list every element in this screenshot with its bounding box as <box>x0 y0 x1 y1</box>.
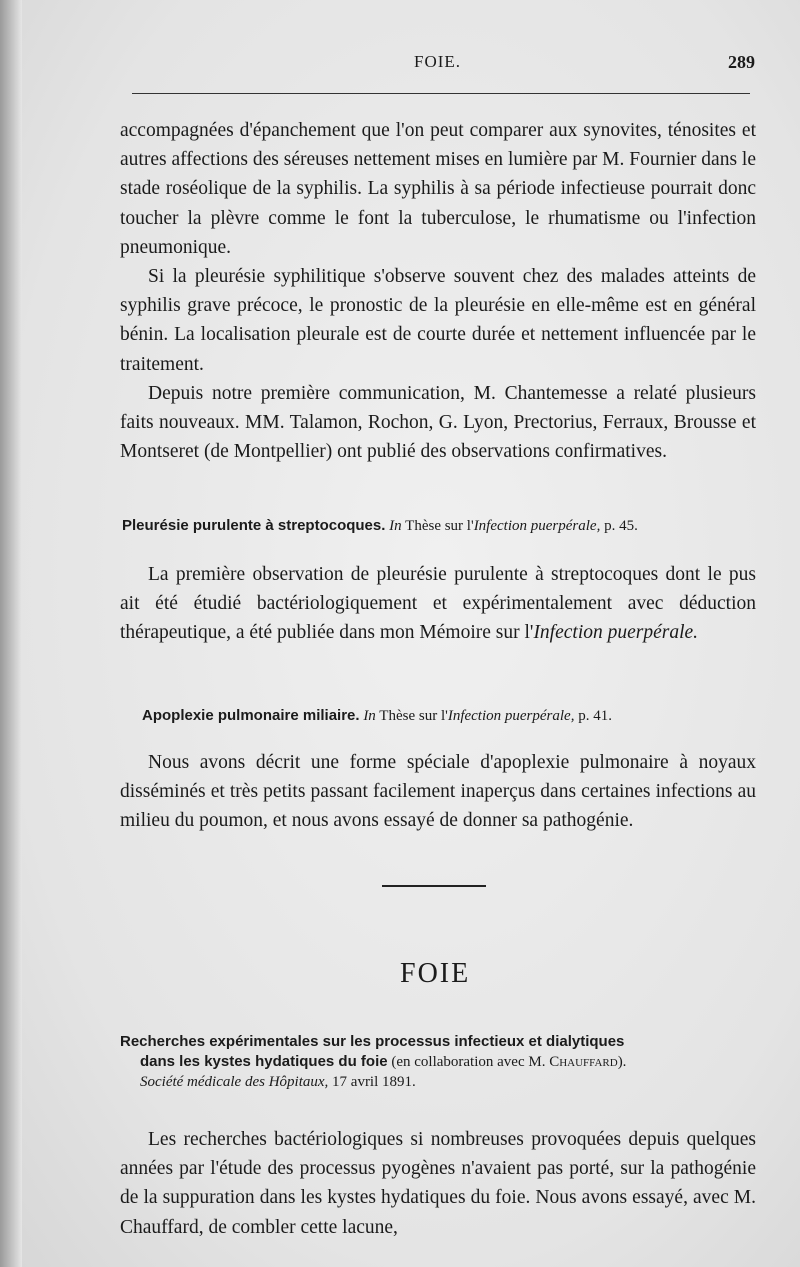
section-heading-apoplexie <box>142 706 782 726</box>
heading-line-3 <box>120 1072 760 1092</box>
paragraph: Depuis notre première communication, M. Chantemesse a relaté plusieurs faits nouveaux. MM. Talamon, Rochon, G. Lyon, Prectorius, Ferraux, Brousse et Montseret (de Montpellier) ont publié des observations confirmatives. <box>120 382 756 463</box>
page-number: 289 <box>728 52 755 72</box>
section-title-foie: FOIE <box>400 958 471 989</box>
header-rule <box>132 93 750 94</box>
section-heading-ref: Thèse sur l' <box>405 518 474 534</box>
text-block-apoplexie <box>120 748 756 836</box>
heading-collab-name: Chauffard <box>549 1054 618 1070</box>
paragraph: Nous avons décrit une forme spéciale d'apoplexie pulmonaire à noyaux disséminés et très petits passant facilement inaperçus dans certaines infections au milieu du poumon, et nous avons essayé de donner sa pathogénie. <box>120 752 756 832</box>
heading-collab: (en collaboration avec M. <box>387 1054 550 1070</box>
heading-collab-end: ). <box>617 1054 627 1070</box>
running-head-title: FOIE. <box>414 52 462 71</box>
paragraph-text: La première observation de pleurésie purulente à streptocoques dont le pus ait été étudié bactériologiquement et expérimentalement avec déduction thérapeutique, a été publiée dans mon Mémoire sur l' <box>120 564 756 644</box>
section-heading-title: Apoplexie pulmonaire miliaire. <box>142 707 360 724</box>
section-heading-ref-page: p. 41. <box>574 708 612 724</box>
heading-date: 17 avril 1891. <box>328 1074 416 1090</box>
section-heading-pleuresie-purulente <box>122 516 762 536</box>
heading-line-2 <box>120 1052 760 1072</box>
section-heading-ref-italic: Infection puerpérale, <box>447 708 575 724</box>
paragraph-italic: Infection puerpérale. <box>533 622 699 644</box>
running-head <box>0 52 800 76</box>
section-heading-ref-italic: Infection puerpérale, <box>473 518 601 534</box>
paragraph: Les recherches bactériologiques si nombreuses provoquées depuis quelques années par l'étude des processus pyogènes n'avaient pas porté, sur la pathogénie de la suppuration dans les kystes hydatiques du foie. Nous avons essayé, avec M. Chauffard, de combler cette lacune, <box>120 1129 756 1238</box>
heading-title-part: dans les kystes hydatiques du foie <box>140 1053 388 1070</box>
section-heading-in: In <box>389 518 402 534</box>
heading-source: Société médicale des Hôpitaux, <box>140 1074 329 1090</box>
paragraph: accompagnées d'épanchement que l'on peut comparer aux synovites, ténosites et autres affections des séreuses nettement mises en lumière par M. Fournier dans le stade roséolique de la syphilis. La syphilis à sa période infectieuse pourrait donc toucher la plèvre comme le font la tuberculose, le rhumatisme ou l'infection pneumonique. <box>120 120 756 258</box>
page-edge-shadow <box>0 0 22 1267</box>
paragraph: Si la pleurésie syphilitique s'observe souvent chez des malades atteints de syphilis grave précoce, le pronostic de la pleurésie en elle-même est en général bénin. La localisation pleurale est de courte durée et nettement influencée par le traitement. <box>120 266 756 375</box>
section-heading-ref: Thèse sur l' <box>379 708 448 724</box>
heading-line-1: Recherches expérimentales sur les processus infectieux et dialytiques <box>120 1033 625 1050</box>
section-divider <box>382 885 486 887</box>
section-heading-in: In <box>363 708 376 724</box>
section-heading-ref-page: p. 45. <box>600 518 638 534</box>
text-block-pleuresie-purulente <box>120 560 756 648</box>
section-heading-kystes-hydatiques <box>120 1032 760 1092</box>
text-block-foie <box>120 1125 756 1242</box>
paragraph <box>120 560 756 648</box>
text-block-pleuresie-syphilitique <box>120 116 756 466</box>
section-heading-title: Pleurésie purulente à streptocoques. <box>122 517 386 534</box>
